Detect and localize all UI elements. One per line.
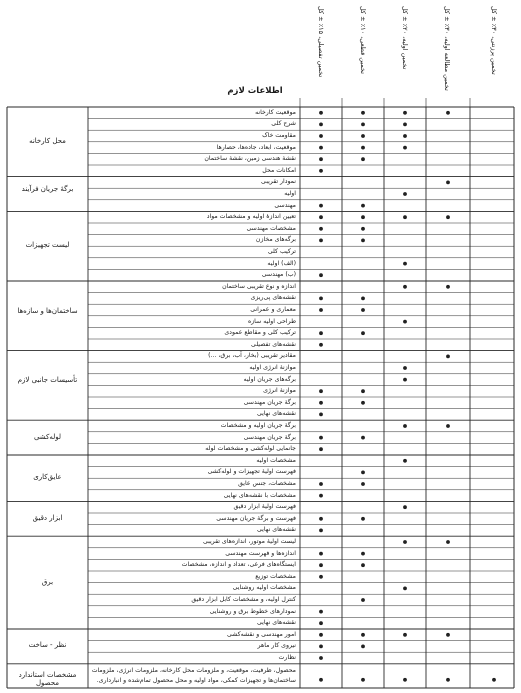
row-label: مشخصات مهندسی: [246, 224, 296, 232]
row-label: تعیین اندازهٔ اولیه و مشخصات مواد: [206, 213, 296, 221]
requirement-mark: [319, 239, 323, 243]
row-label: مشخصات، جنس عایق: [238, 480, 296, 487]
requirement-mark: [319, 517, 323, 521]
requirement-mark: [361, 598, 365, 602]
requirement-mark: [319, 273, 323, 277]
row-label: موقعیت، ابعاد، جاده‌ها، حصارها: [216, 143, 296, 151]
requirement-mark: [361, 471, 365, 475]
requirement-mark: [319, 645, 323, 649]
requirement-mark: [319, 169, 323, 173]
requirement-mark: [319, 146, 323, 150]
requirement-mark: [319, 575, 323, 579]
requirement-mark: [319, 552, 323, 556]
row-label: اولیه: [284, 190, 296, 197]
column-header-label: تخمین اولیه، ۲۰٪ ± کل: [401, 6, 409, 70]
requirement-mark: [403, 540, 407, 544]
row-label: (الف) اولیه: [267, 259, 296, 267]
row-label: جانمایی لوله‌کشی و مشخصات لوله: [205, 445, 296, 453]
row-label: اندازه و نوع تقریبی ساختمان: [222, 282, 296, 290]
row-label: فهرست اولیهٔ تجهیزات و لوله‌کشی: [207, 468, 296, 476]
requirement-mark: [403, 587, 407, 591]
row-label: محصول، ظرفیت، موقعیت، و ملزومات محل کارخانه، ملزومات انرژی، ملزومات ساختمان‌ها و تجهیزات کمکی، مواد اولیه و محل محصول تمام‌شده و انبارداری.: [91, 666, 296, 684]
row-label: نقشه‌های پی‌ریزی: [250, 294, 296, 302]
row-label: نیروی کار ماهر: [257, 642, 296, 650]
row-label: موازنهٔ انرژی اولیه: [249, 364, 296, 371]
group-label: برق: [41, 577, 54, 586]
requirement-mark: [403, 134, 407, 138]
requirement-mark: [319, 436, 323, 440]
row-label: مقاومت خاک: [262, 132, 296, 139]
row-label: برگهٔ جریان اولیه و مشخصات: [220, 422, 296, 429]
requirement-mark: [361, 308, 365, 312]
requirement-mark: [446, 285, 450, 289]
requirement-mark: [361, 436, 365, 440]
group-label: ساختمان‌ها و سازه‌ها: [17, 306, 78, 315]
row-label: معماری و عمرانی: [250, 306, 296, 313]
group-label: عایق‌کاری: [33, 473, 62, 482]
group-label: ابزار دقیق: [32, 513, 63, 522]
requirement-mark: [361, 227, 365, 231]
requirement-mark: [319, 401, 323, 405]
row-label: مشخصات با نقشه‌های نهایی: [223, 491, 296, 499]
table-title: اطلاعات لازم: [227, 86, 283, 96]
requirement-mark: [403, 424, 407, 428]
row-label: نمودار تقریبی: [261, 178, 296, 186]
group-label: محل کارخانه: [29, 136, 66, 145]
row-label: کنترل اولیه، و مشخصات کابل ابزار دقیق: [191, 596, 296, 603]
requirement-mark: [446, 181, 450, 185]
row-label: برگه‌های مخازن: [255, 236, 296, 244]
row-label: موازنهٔ انرژی: [263, 387, 296, 395]
requirement-mark: [492, 678, 496, 682]
row-label: فهرست اولیهٔ ابزار دقیق: [233, 503, 296, 511]
row-label: فهرست و برگهٔ جریان مهندسی: [216, 514, 296, 522]
requirement-mark: [403, 123, 407, 127]
group-label: مشخصات استاندارد محصول: [18, 670, 77, 687]
requirement-mark: [319, 656, 323, 660]
requirement-mark: [361, 645, 365, 649]
row-label: نمودارهای خطوط برق و روشنایی: [209, 607, 296, 615]
row-label: مشخصات اولیه: [256, 456, 296, 464]
requirement-mark: [446, 424, 450, 428]
row-label: برگهٔ جریان مهندسی: [243, 433, 296, 441]
requirement-mark: [446, 540, 450, 544]
requirement-mark: [361, 123, 365, 127]
requirement-mark: [319, 610, 323, 614]
row-label: نظارت: [278, 654, 296, 661]
requirement-mark: [361, 331, 365, 335]
row-label: مهندسی: [274, 201, 296, 209]
row-label: برگه‌های جریان اولیه: [243, 375, 296, 383]
requirement-mark: [319, 389, 323, 393]
requirement-mark: [403, 505, 407, 509]
requirement-mark: [403, 633, 407, 637]
requirement-mark: [403, 678, 407, 682]
requirement-mark: [361, 633, 365, 637]
requirement-mark: [361, 517, 365, 521]
requirement-mark: [319, 494, 323, 498]
requirement-mark: [403, 320, 407, 324]
requirement-mark: [361, 239, 365, 243]
row-label: لیست اولیهٔ موتور، اندازه‌های تقریبی: [202, 538, 296, 545]
row-label: ایستگاه‌های فرعی، تعداد و اندازه، مشخصات: [181, 561, 296, 569]
requirement-mark: [319, 227, 323, 231]
group-label: تأسیسات جانبی لازم: [17, 376, 78, 385]
requirement-mark: [319, 633, 323, 637]
row-label: موقعیت کارخانه: [255, 108, 296, 116]
requirement-mark: [361, 389, 365, 393]
requirement-mark: [446, 633, 450, 637]
requirement-mark: [319, 215, 323, 219]
group-label: نظر - ساخت: [28, 641, 67, 650]
row-label: مقادیر تقریبی (بخار، آب، برق، ...): [208, 352, 296, 360]
requirement-mark: [361, 146, 365, 150]
row-label: نقشه‌های تفصیلی: [251, 340, 296, 348]
row-label: شرح کلی: [271, 120, 296, 128]
requirement-mark: [319, 482, 323, 486]
row-label: امکانات محل: [262, 166, 296, 174]
column-header-label: تخمین تفصیلی، ۱۵٪ ± کل: [317, 6, 325, 78]
row-label: طراحی اولیه سازه: [247, 317, 296, 325]
requirement-mark: [361, 552, 365, 556]
requirement-mark: [319, 447, 323, 451]
requirement-mark: [319, 621, 323, 625]
column-header-label: تخمین مطالعه اولیه، ۳۰٪ ± کل: [443, 6, 451, 91]
requirement-mark: [319, 563, 323, 567]
row-label: امور مهندسی و نقشه‌کشی: [226, 630, 296, 638]
column-header-label: تخمین پرزنتی، ۳۰٪ ± کل: [490, 6, 498, 75]
requirement-mark: [319, 111, 323, 115]
requirement-mark: [361, 215, 365, 219]
requirement-mark: [319, 157, 323, 161]
row-label: برگهٔ جریان مهندسی: [243, 398, 296, 406]
requirement-mark: [361, 563, 365, 567]
group-label: لوله‌کشی: [33, 432, 62, 441]
requirement-mark: [403, 366, 407, 370]
requirement-mark: [361, 134, 365, 138]
requirement-mark: [446, 355, 450, 359]
requirement-mark: [361, 111, 365, 115]
requirement-mark: [319, 297, 323, 301]
row-label: مشخصات اولیه روشنایی: [232, 584, 296, 592]
requirement-mark: [319, 308, 323, 312]
requirement-mark: [319, 134, 323, 138]
requirement-mark: [446, 215, 450, 219]
requirement-mark: [403, 459, 407, 463]
requirement-mark: [446, 678, 450, 682]
row-label: اندازه‌ها و فهرست مهندسی: [225, 549, 296, 557]
requirement-mark: [361, 297, 365, 301]
requirement-mark: [403, 215, 407, 219]
requirement-mark: [403, 262, 407, 266]
requirement-mark: [446, 111, 450, 115]
requirement-mark: [403, 111, 407, 115]
row-label: (ب) مهندسی: [261, 271, 296, 279]
requirement-mark: [361, 678, 365, 682]
requirement-mark: [361, 482, 365, 486]
row-label: ترکیب کلی: [267, 248, 296, 255]
row-label: نقشهٔ هندسی زمین، نقشهٔ ساختمان: [204, 155, 296, 163]
requirement-mark: [319, 343, 323, 347]
requirement-mark: [319, 123, 323, 127]
row-label: نقشه‌های نهایی: [257, 619, 296, 627]
requirement-mark: [403, 146, 407, 150]
requirement-mark: [403, 378, 407, 382]
requirement-mark: [319, 413, 323, 417]
requirement-mark: [361, 157, 365, 161]
requirement-mark: [403, 192, 407, 196]
requirement-mark: [403, 285, 407, 289]
row-label: نقشه‌های نهایی: [257, 410, 296, 418]
row-label: ترکیب کلی و مقاطع عمودی: [224, 329, 296, 337]
requirement-mark: [361, 204, 365, 208]
requirement-mark: [319, 204, 323, 208]
requirement-mark: [319, 529, 323, 533]
requirement-mark: [361, 401, 365, 405]
requirement-mark: [319, 678, 323, 682]
row-label: نقشه‌های نهایی: [257, 526, 296, 534]
group-label: لیست تجهیزات: [25, 241, 70, 250]
row-label: مشخصات توزیع: [255, 572, 296, 580]
group-label: برگهٔ جریان فرآیند: [21, 185, 74, 193]
requirement-mark: [319, 331, 323, 335]
column-header-label: تخمین قطعی، ۱۰٪ ± کل: [359, 6, 367, 74]
